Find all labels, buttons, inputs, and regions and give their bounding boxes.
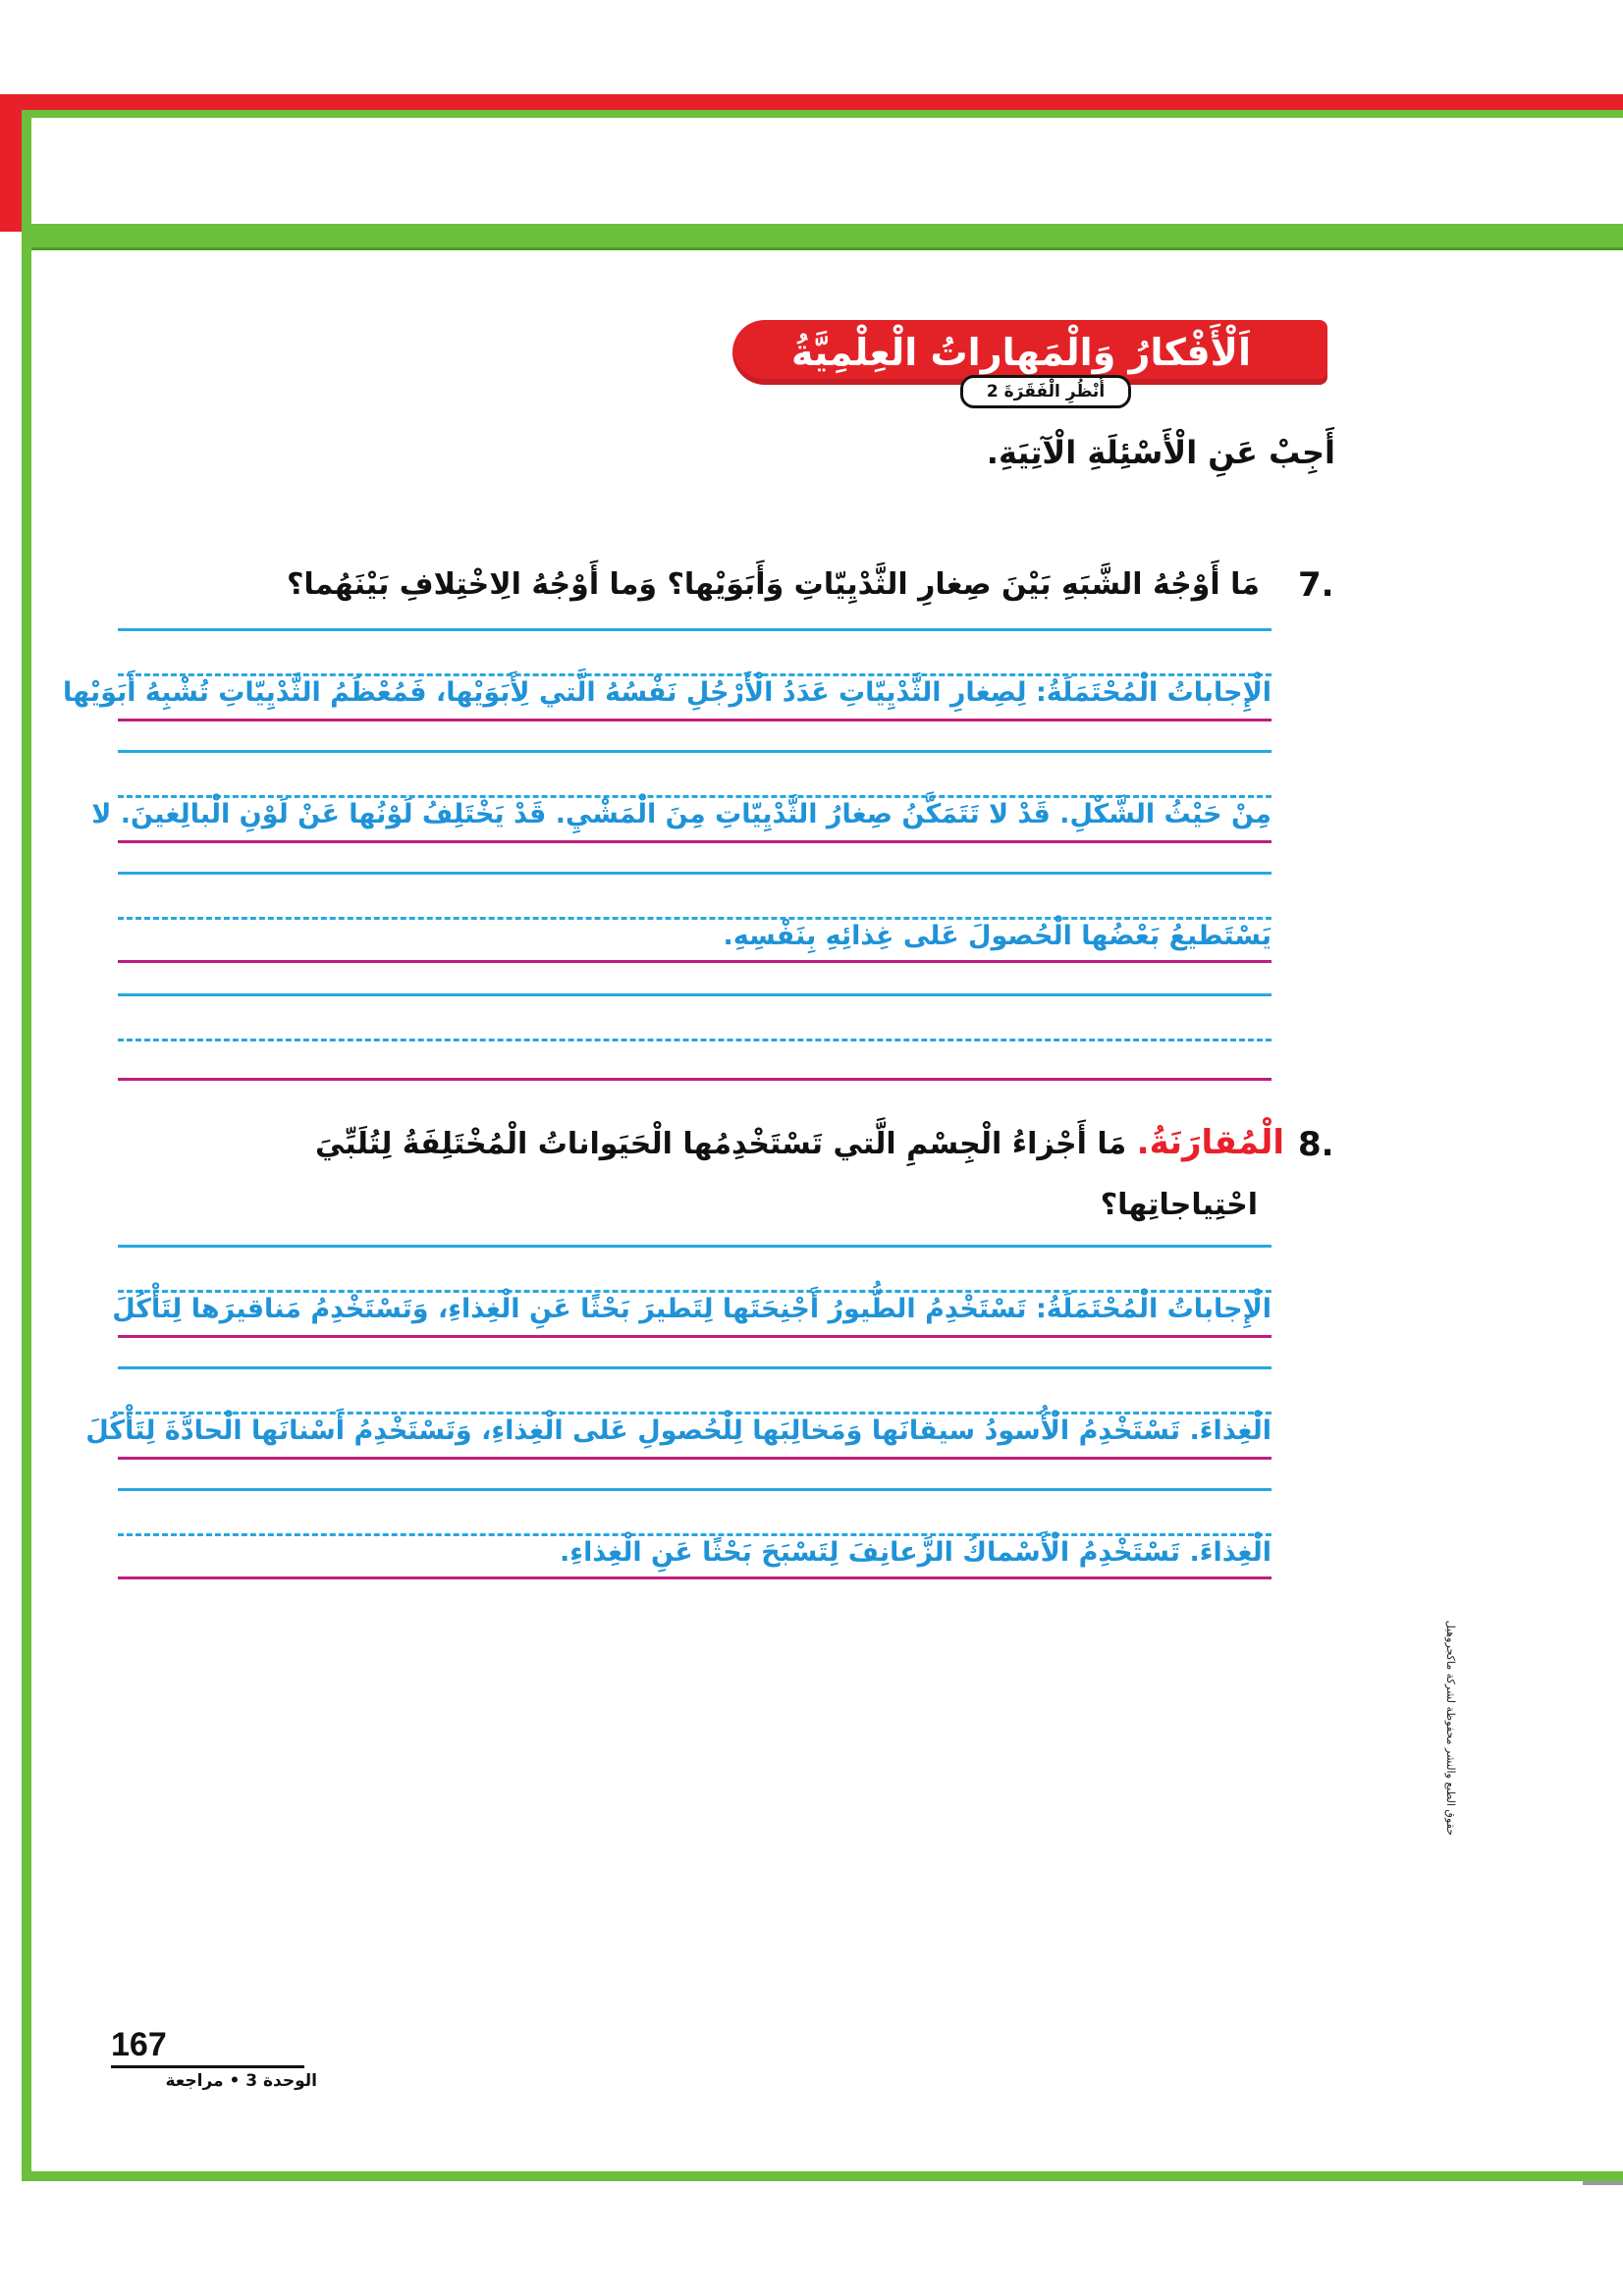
q7-answer-line-3: يَسْتَطيعُ بَعْضُها الْحُصولَ عَلى غِذائِهِ بِنَفْسِهِ. (723, 921, 1271, 951)
instruction: أَجِبْ عَنِ الْأَسْئِلَةِ الْآتِيَةِ. (986, 434, 1335, 471)
q7-base-3 (118, 960, 1271, 963)
q7-guide-mid-2 (118, 795, 1271, 798)
q8-guide-mid-1 (118, 1290, 1271, 1293)
q8-keyword: الْمُقارَنَةُ. (1136, 1123, 1284, 1162)
q8-text-line2: احْتِياجاتِها؟ (1100, 1188, 1258, 1222)
q7-answer-line-1: الْإِجاباتُ الْمُحْتَمَلَةُ: لِصِغارِ الثَّدْيِيّاتِ عَدَدُ الْأَرْجُلِ نَفْسُهُ الَّتي لِأَبَوَيْها، فَمُعْظَمُ الثَّدْيِيّاتِ تُشْبِهُ أَبَوَيْها (63, 677, 1271, 708)
q7-guide-mid-1 (118, 673, 1271, 676)
q7-guide-top-2 (118, 750, 1271, 753)
q8-answer-line-2: الْغِذاءَ. تَسْتَخْدِمُ الْأُسودُ سيقانَها وَمَخالِبَها لِلْحُصولِ عَلى الْغِذاءِ، وَتَسْتَخْدِمُ أَسْنانَها الْحادَّةَ لِتَأْكُلَ (85, 1415, 1271, 1446)
q8-number: 8. (1298, 1125, 1334, 1164)
q8-guide-top-3 (118, 1488, 1271, 1491)
q7-guide-top-3 (118, 872, 1271, 875)
corner-mark (1583, 2181, 1623, 2185)
page-number: 167 (111, 2026, 167, 2063)
q8-guide-mid-3 (118, 1533, 1271, 1536)
q8-base-2 (118, 1457, 1271, 1460)
q7-text: مَا أَوْجُهُ الشَّبَهِ بَيْنَ صِغارِ الثَّدْيِيّاتِ وَأَبَوَيْها؟ وَما أَوْجُهُ الِاخْتِلافِ بَيْنَهُما؟ (287, 567, 1260, 602)
q8-text-line1: مَا أَجْزاءُ الْجِسْمِ الَّتي تَسْتَخْدِمُها الْحَيَواناتُ الْمُخْتَلِفَةُ لِتُلَبِّيَ (314, 1127, 1127, 1161)
reference-badge: أُنْظُرِ الْفَقَرَةَ 2 (960, 375, 1131, 408)
q8-prompt (315, 1123, 1284, 1162)
q7-number: 7. (1298, 565, 1334, 605)
page-number-rule (111, 2065, 304, 2068)
q7-guide-top-4 (118, 993, 1271, 996)
q7-answer-line-2: مِنْ حَيْثُ الشَّكْلِ. قَدْ لا تَتَمَكَّنُ صِغارُ الثَّدْيِيّاتِ مِنَ الْمَشْيِ. قَدْ يَخْتَلِفُ لَوْنُها عَنْ لَوْنِ الْبالِغينَ. لا (91, 799, 1271, 829)
section-title: اَلْأَفْكارُ وَالْمَهاراتُ الْعِلْمِيَّةُ (790, 331, 1252, 374)
unit-label: الوحدة 3 • مراجعة (165, 2071, 317, 2091)
top-red-border (0, 94, 1623, 110)
header-green-band (31, 224, 1623, 250)
bottom-green-border (22, 2171, 1623, 2181)
q7-base-1 (118, 719, 1271, 721)
left-green-border (22, 110, 31, 2181)
q8-guide-mid-2 (118, 1412, 1271, 1415)
q8-answer-line-3: الْغِذاءَ. تَسْتَخْدِمُ الْأَسْماكُ الزَّعانِفَ لِتَسْبَحَ بَحْثًا عَنِ الْغِذاءِ. (560, 1537, 1271, 1568)
left-red-border (0, 94, 22, 232)
q7-guide-mid-3 (118, 917, 1271, 920)
q7-base-4 (118, 1078, 1271, 1081)
vertical-credit (1434, 1364, 1463, 1836)
credit-text: حقوق الطبع والنشر محفوظة لشركة ماكجروهيل (1444, 1620, 1457, 1836)
q7-guide-top-1 (118, 628, 1271, 631)
q7-base-2 (118, 840, 1271, 843)
q8-answer-line-1: الْإِجاباتُ الْمُحْتَمَلَةُ: تَسْتَخْدِمُ الطُّيورُ أَجْنِحَتَها لِتَطيرَ بَحْثًا عَنِ الْغِذاءِ، وَتَسْتَخْدِمُ مَناقيرَها لِتَأْكُلَ (112, 1294, 1271, 1324)
q8-guide-top-2 (118, 1366, 1271, 1369)
q8-base-1 (118, 1335, 1271, 1338)
q8-base-3 (118, 1576, 1271, 1579)
q7-guide-mid-4 (118, 1039, 1271, 1041)
top-green-border (22, 110, 1623, 118)
q8-guide-top-1 (118, 1245, 1271, 1248)
